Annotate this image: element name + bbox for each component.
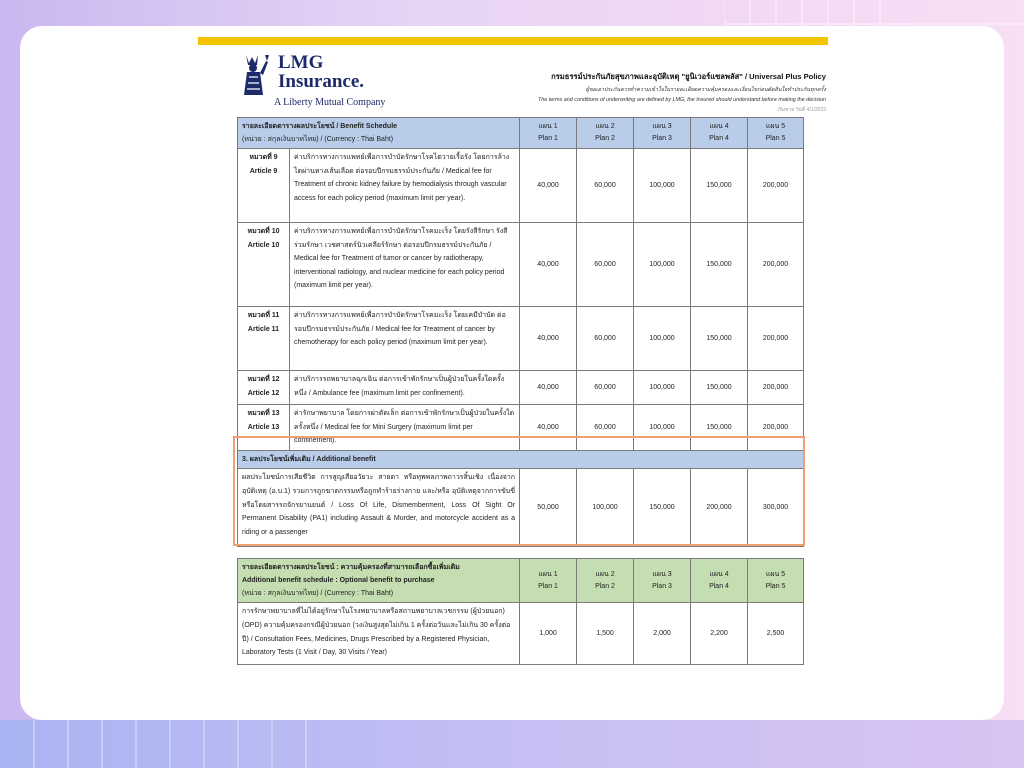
plan-value: 100,000 — [634, 307, 691, 371]
header-accent-bar — [198, 37, 828, 45]
plan-value: 150,000 — [691, 149, 748, 223]
article-label: หมวดที่ 10 Article 10 — [238, 223, 290, 307]
table-row — [238, 371, 804, 405]
sale-date: เริ่มขาย วันที่ 4/1/2023 — [777, 107, 826, 113]
benefit-description: ค่าบริการทางการแพทย์เพื่อการบำบัดรักษาโรคไตวายเรื้อรัง โดยการล้างไตผ่านทางเส้นเลือด ต่อรอบปีกรมธรรม์ประกันภัย / Medical fee for Treatment of chronic kidney failure by hemodialysis through vascular access for each policy period (maximum limit per year). — [290, 149, 520, 223]
plan-value: 150,000 — [691, 223, 748, 307]
background-grid-top-right — [724, 0, 1024, 26]
optional-currency: (หน่วย : สกุลเงินบาทไทย) / (Currency : Thai Baht) — [242, 590, 394, 598]
plan-header: แผน 5 Plan 5 — [748, 559, 804, 603]
benefit-description: ค่ารักษาพยาบาล โดยการผ่าตัดเล็ก ต่อการเข้าพักรักษาเป็นผู้ป่วยในครั้งใดครั้งหนึ่ง / Medical fee for Mini Surgery (maximum limit per confinement). — [290, 405, 520, 451]
plan-value: 40,000 — [520, 149, 577, 223]
plan-header: แผน 3 Plan 3 — [634, 559, 691, 603]
plan-header: แผน 2 Plan 2 — [577, 118, 634, 149]
plan-value: 40,000 — [520, 405, 577, 451]
plan-value: 200,000 — [748, 149, 804, 223]
plan-value: 200,000 — [748, 307, 804, 371]
additional-benefit-title: 3. ผลประโยชน์เพิ่มเติม / Additional benefit — [238, 450, 804, 469]
table-row — [238, 149, 804, 223]
plan-value: 150,000 — [691, 307, 748, 371]
schedule-currency: (หน่วย : สกุลเงินบาทไทย) / (Currency : Thai Baht) — [242, 136, 394, 143]
benefit-description: ค่าบริการรถพยาบาลฉุกเฉิน ต่อการเข้าพักรักษาเป็นผู้ป่วยในครั้งใดครั้งหนึ่ง / Ambulance fee (maximum limit per confinement). — [290, 371, 520, 405]
benefit-description: ค่าบริการทางการแพทย์เพื่อการบำบัดรักษาโรคมะเร็ง โดยรังสีรักษา รังสีร่วมรักษา เวชศาสตร์นิวเคลียร์รักษา ต่อรอบปีกรมธรรม์ประกันภัย / Medical fee for Treatment of tumor or cancer by radiotherapy, interventional radiology, and nuclear medicine for each policy period (maximum limit per year). — [290, 223, 520, 307]
notice-english: The terms and conditions of underwriting are defined by LMG, the Insured should understand before making the decision — [538, 97, 826, 103]
statue-of-liberty-icon — [236, 51, 274, 97]
plan-value: 1,000 — [520, 603, 577, 665]
plan-value: 2,500 — [748, 603, 804, 665]
logo-tagline: A Liberty Mutual Company — [274, 97, 386, 108]
schedule-header — [238, 118, 520, 149]
article-label: หมวดที่ 12 Article 12 — [238, 371, 290, 405]
benefit-schedule-table — [237, 117, 804, 665]
plan-value: 100,000 — [634, 149, 691, 223]
document-header — [446, 71, 826, 114]
plan-value: 40,000 — [520, 371, 577, 405]
plan-value: 1,500 — [577, 603, 634, 665]
table-header-row — [238, 118, 804, 149]
plan-value: 200,000 — [748, 223, 804, 307]
plan-value: 150,000 — [691, 371, 748, 405]
plan-header: แผน 2 Plan 2 — [577, 559, 634, 603]
plan-value: 2,200 — [691, 603, 748, 665]
plan-value: 40,000 — [520, 223, 577, 307]
spacer-cell — [238, 547, 804, 559]
additional-benefit-description: ผลประโยชน์การเสียชีวิต การสูญเสียอวัยวะ สายตา หรือทุพพลภาพถาวรสิ้นเชิง เนื่องจากอุบัติเหตุ (อ.บ.1) รวมการถูกฆาตกรรมหรือถูกทำร้ายร่างกาย และ/หรือ อุบัติเหตุจากการขับขี่หรือโดยสารรถจักรยานยนต์ / Loss Of Life, Dismemberment, Loss Of Sight Or Permanent Disability (PA1) including Assault & Murder, and motorcycle accident as a riding or a passenger — [238, 469, 520, 547]
plan-value: 60,000 — [577, 307, 634, 371]
notice-thai: ผู้ขอเอาประกันควรทำความเข้าใจในรายละเอียดความคุ้มครองและเงื่อนไขก่อนตัดสินใจทำประกันทุกครั้ง — [585, 87, 826, 93]
plan-header: แผน 1 Plan 1 — [520, 559, 577, 603]
logo-name-insurance: Insurance. — [278, 71, 365, 92]
table-row — [238, 307, 804, 371]
policy-title: กรมธรรม์ประกันภัยสุขภาพและอุบัติเหตุ "ยูนิเวอร์แซลพลัส" / Universal Plus Policy — [551, 72, 826, 81]
benefit-description: ค่าบริการทางการแพทย์เพื่อการบำบัดรักษาโรคมะเร็ง โดยเคมีบำบัด ต่อรอบปีกรมธรรม์ประกันภัย / Medical fee for Treatment of cancer by chemotherapy for each policy period (maximum limit per year). — [290, 307, 520, 371]
plan-value: 60,000 — [577, 149, 634, 223]
optional-benefit-description: การรักษาพยาบาลที่ไม่ได้อยู่รักษาในโรงพยาบาลหรือสถานพยาบาลเวชกรรม (ผู้ป่วยนอก) (OPD) ความคุ้มครองกรณีผู้ป่วยนอก (วงเงินสูงสุดไม่เกิน 1 ครั้งต่อวันและไม่เกิน 30 ครั้งต่อปี) / Consultation Fees, Medicines, Drugs Prescribed by a Registered Physician, Laboratory Tests (1 Visit / Day, 30 Visits / Year) — [238, 603, 520, 665]
plan-value: 60,000 — [577, 405, 634, 451]
plan-value: 100,000 — [634, 405, 691, 451]
plan-value: 100,000 — [634, 223, 691, 307]
plan-header: แผน 5 Plan 5 — [748, 118, 804, 149]
table-row — [238, 223, 804, 307]
plan-value: 200,000 — [748, 371, 804, 405]
schedule-title: รายละเอียดตารางผลประโยชน์ / Benefit Schedule — [242, 123, 398, 130]
plan-value: 100,000 — [634, 371, 691, 405]
optional-benefit-header-row — [238, 559, 804, 603]
plan-header: แผน 3 Plan 3 — [634, 118, 691, 149]
article-label: หมวดที่ 9 Article 9 — [238, 149, 290, 223]
plan-value: 200,000 — [748, 405, 804, 451]
optional-title-thai: รายละเอียดตารางผลประโยชน์ : ความคุ้มครองที่สามารถเลือกซื้อเพิ่มเติม — [242, 564, 460, 572]
article-label: หมวดที่ 11 Article 11 — [238, 307, 290, 371]
plan-value: 60,000 — [577, 371, 634, 405]
plan-value: 50,000 — [520, 469, 577, 547]
plan-value: 100,000 — [577, 469, 634, 547]
grid-lines — [724, 0, 1024, 26]
logo-name: LMG — [278, 52, 324, 73]
policy-document — [198, 37, 828, 667]
plan-value: 40,000 — [520, 307, 577, 371]
plan-value: 150,000 — [634, 469, 691, 547]
spacer-row — [238, 547, 804, 559]
plan-header: แผน 4 Plan 4 — [691, 118, 748, 149]
lmg-logo — [236, 51, 406, 111]
plan-value: 150,000 — [691, 405, 748, 451]
plan-value: 300,000 — [748, 469, 804, 547]
table-row — [238, 603, 804, 665]
plan-value: 60,000 — [577, 223, 634, 307]
bottom-grid — [0, 720, 1024, 768]
plan-header: แผน 1 Plan 1 — [520, 118, 577, 149]
additional-benefit-highlight-box — [233, 436, 805, 546]
plan-value: 2,000 — [634, 603, 691, 665]
plan-header: แผน 4 Plan 4 — [691, 559, 748, 603]
optional-benefit-header — [238, 559, 520, 603]
optional-title-english: Additional benefit schedule : Optional benefit to purchase — [242, 577, 435, 585]
article-label: หมวดที่ 13 Article 13 — [238, 405, 290, 451]
plan-value: 200,000 — [691, 469, 748, 547]
